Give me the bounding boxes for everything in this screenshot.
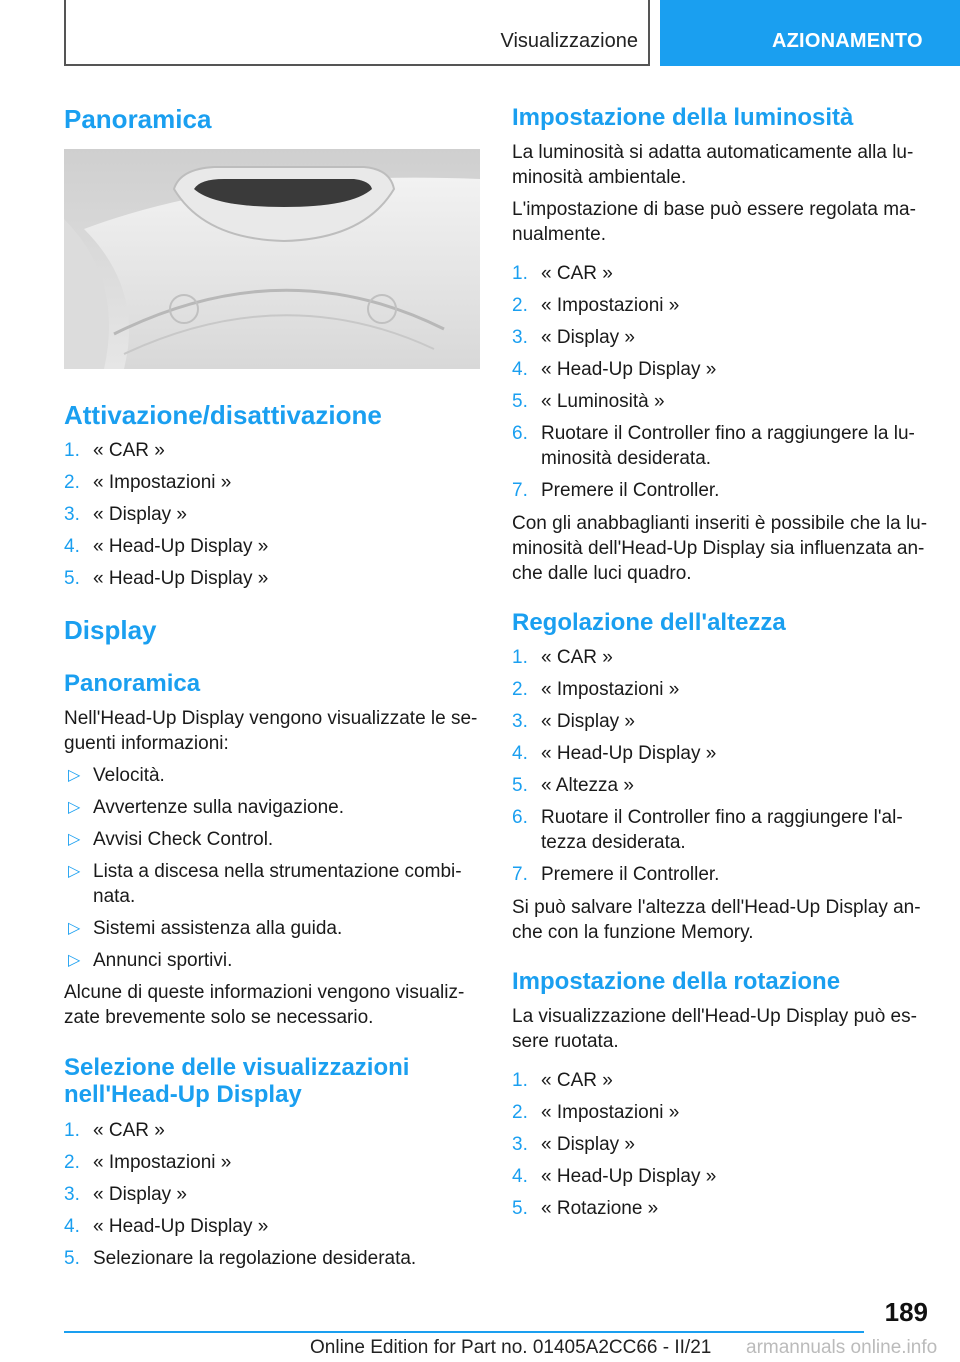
header-chapter-label: AZIONAMENTO [772,30,923,52]
brightness-heading: Impostazione della luminosità [512,104,854,131]
footer-divider [64,1331,864,1333]
selection-heading-line-2: nell'Head-Up Display [64,1081,302,1108]
rotation-p1-line-2: sere ruotata. [512,1031,619,1052]
brightness-p1-line-2: minosità ambientale. [512,167,687,188]
display-heading: Display [64,615,157,645]
height-note-line-2: che con la funzione Memory. [512,922,754,943]
brightness-note-line-3: che dalle luci quadro. [512,563,692,584]
height-note-line-1: Si può salvare l'altezza dell'Head-Up Display an- [512,897,921,918]
activation-heading: Attivazione/disattivazione [64,400,382,430]
display-intro-line-1: Nell'Head-Up Display vengono visualizzate le se- [64,708,478,729]
overview-title: Panoramica [64,104,212,134]
header-section-title: Visualizzazione [500,30,638,52]
hud-illustration [64,149,480,369]
header-chapter-tab [660,0,960,66]
height-heading: Regolazione dell'altezza [512,609,786,636]
display-overview-subheading: Panoramica [64,670,201,697]
head-up-display-photo [64,149,480,369]
triangle-bullet-icon: ▷ [68,831,81,848]
brightness-note-line-2: minosità dell'Head-Up Display sia influenzata an- [512,538,925,559]
selection-heading-line-1: Selezione delle visualizzazioni [64,1054,410,1081]
brightness-note-line-1: Con gli anabbaglianti inseriti è possibile che la lu- [512,513,928,534]
brightness-p1-line-1: La luminosità si adatta automaticamente alla lu- [512,142,914,163]
brightness-p2-line-1: L'impostazione di base può essere regolata ma- [512,199,916,220]
triangle-bullet-icon: ▷ [68,952,81,969]
display-intro-line-2: guenti informazioni: [64,733,229,754]
page-number: 189 [884,1297,928,1327]
triangle-bullet-icon: ▷ [68,920,81,937]
triangle-bullet-icon: ▷ [68,767,81,784]
edition-text: Online Edition for Part no. 01405A2CC66 - II/21 [310,1337,712,1358]
display-note-line-2: zate brevemente solo se necessario. [64,1007,374,1028]
rotation-p1-line-1: La visualizzazione dell'Head-Up Display può es- [512,1006,917,1027]
watermark: armannuals online.info [746,1337,938,1358]
rotation-heading: Impostazione della rotazione [512,968,841,995]
brightness-p2-line-2: nualmente. [512,224,607,245]
page-header [0,0,960,66]
triangle-bullet-icon: ▷ [68,863,81,880]
triangle-bullet-icon: ▷ [68,799,81,816]
display-note-line-1: Alcune di queste informazioni vengono visualiz- [64,982,465,1003]
